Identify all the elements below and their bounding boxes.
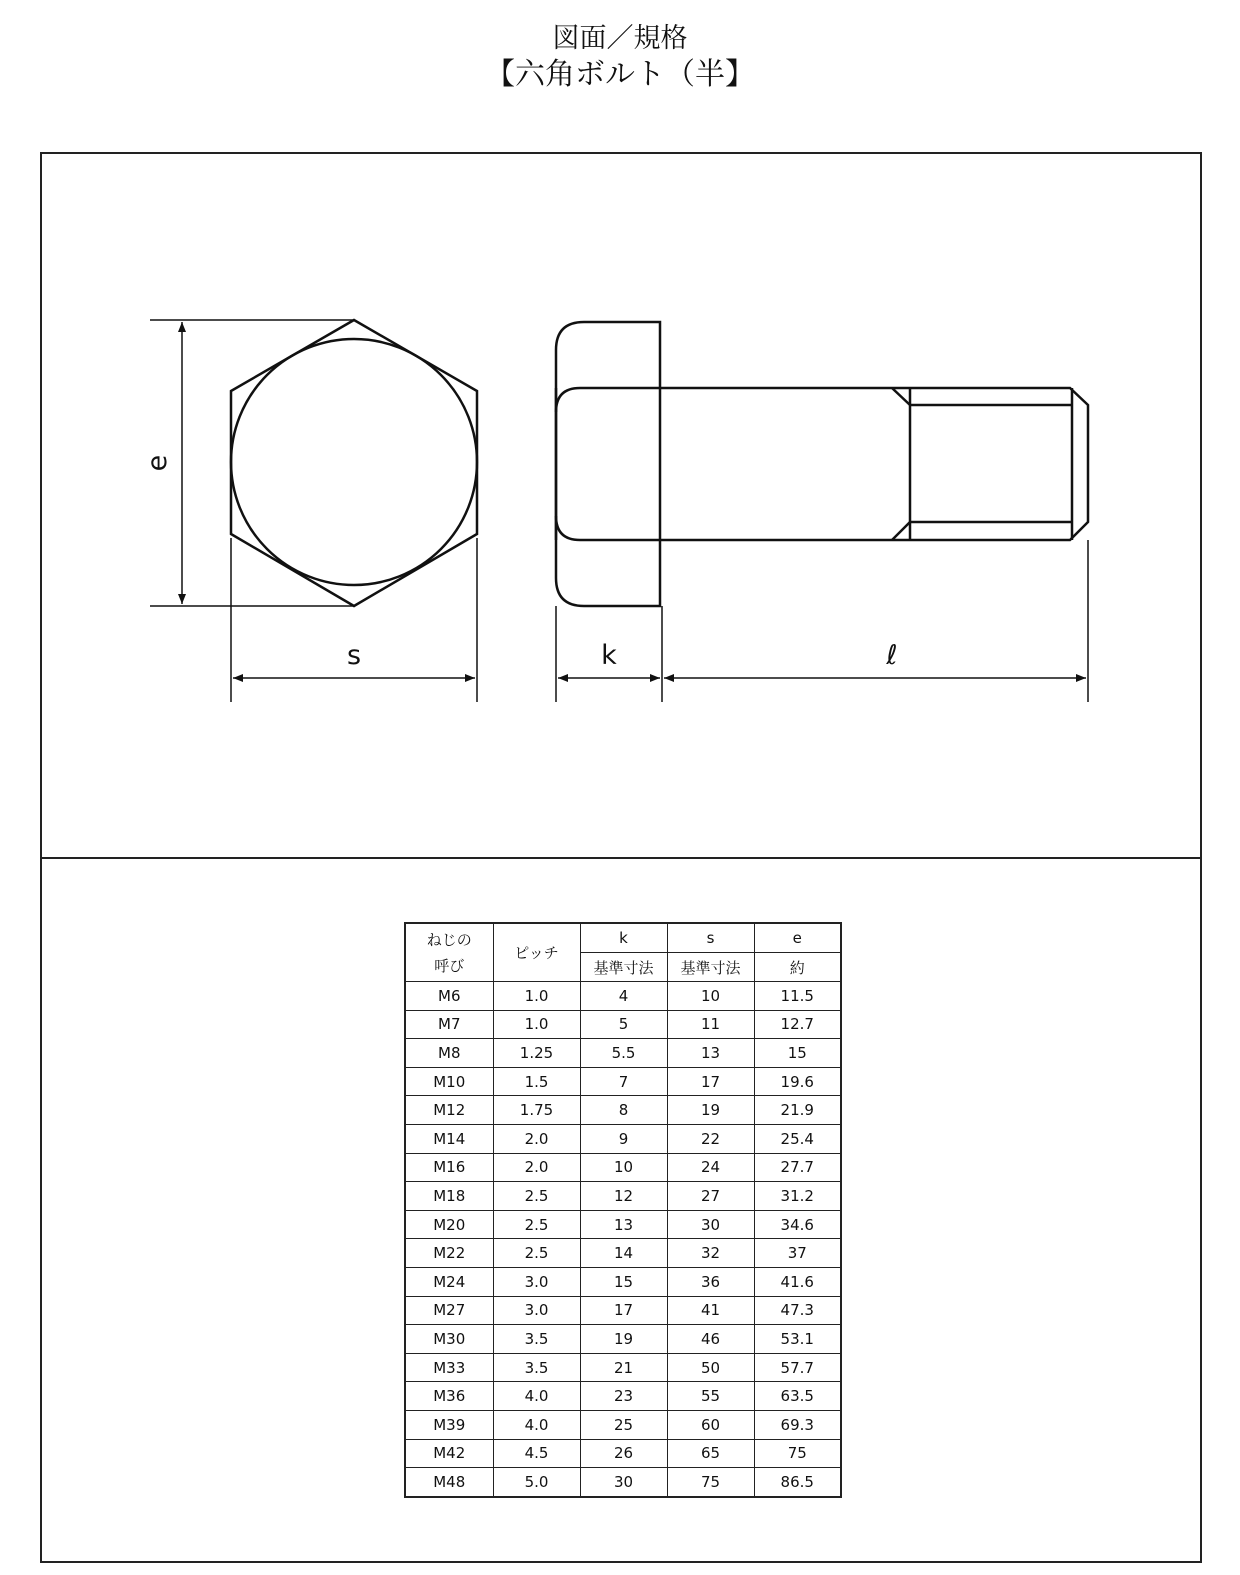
cell-k: 30 [580,1468,667,1497]
cell-nominal: M42 [405,1439,493,1468]
cell-pitch: 1.25 [493,1039,580,1068]
cell-k: 21 [580,1353,667,1382]
table-row [405,1325,841,1354]
cell-k: 12 [580,1182,667,1211]
bolt-shank [660,388,1088,540]
cell-pitch: 3.0 [493,1296,580,1325]
cell-k: 25 [580,1410,667,1439]
cell-e: 12.7 [754,1010,841,1039]
cell-pitch: 4.0 [493,1410,580,1439]
table-row [405,1267,841,1296]
table-row [405,1182,841,1211]
cell-pitch: 3.5 [493,1353,580,1382]
header-k: k [580,923,667,953]
cell-nominal: M18 [405,1182,493,1211]
table-row [405,1210,841,1239]
cell-s: 32 [667,1239,754,1268]
hex-head-view [231,320,477,606]
hexagon-outline [231,320,477,606]
table-row [405,1382,841,1411]
cell-pitch: 5.0 [493,1468,580,1497]
cell-pitch: 2.0 [493,1124,580,1153]
table-row [405,1153,841,1182]
cell-s: 36 [667,1267,754,1296]
bolt-head [556,322,660,606]
cell-nominal: M8 [405,1039,493,1068]
header-e-sub: 約 [754,953,841,982]
cell-k: 7 [580,1067,667,1096]
cell-pitch: 4.5 [493,1439,580,1468]
cell-s: 30 [667,1210,754,1239]
bearing-circle [231,339,477,585]
cell-e: 21.9 [754,1096,841,1125]
table-row [405,1439,841,1468]
cell-s: 10 [667,982,754,1011]
bolt-side-view [556,322,1088,606]
table-row [405,1468,841,1497]
cell-nominal: M22 [405,1239,493,1268]
cell-nominal: M6 [405,982,493,1011]
cell-k: 9 [580,1124,667,1153]
cell-pitch: 2.0 [493,1153,580,1182]
cell-s: 55 [667,1382,754,1411]
cell-e: 75 [754,1439,841,1468]
cell-k: 13 [580,1210,667,1239]
table-row [405,1039,841,1068]
cell-k: 5 [580,1010,667,1039]
table-row [405,1010,841,1039]
cell-pitch: 3.0 [493,1267,580,1296]
cell-s: 65 [667,1439,754,1468]
cell-s: 13 [667,1039,754,1068]
title-line-2: 【六角ボルト（半】 [485,57,755,92]
cell-e: 69.3 [754,1410,841,1439]
cell-nominal: M20 [405,1210,493,1239]
cell-nominal: M27 [405,1296,493,1325]
cell-pitch: 1.0 [493,982,580,1011]
cell-e: 37 [754,1239,841,1268]
cell-nominal: M39 [405,1410,493,1439]
table-row [405,1353,841,1382]
table-row [405,1410,841,1439]
cell-nominal: M7 [405,1010,493,1039]
cell-e: 53.1 [754,1325,841,1354]
cell-pitch: 1.0 [493,1010,580,1039]
cell-k: 4 [580,982,667,1011]
table-row [405,1296,841,1325]
cell-e: 31.2 [754,1182,841,1211]
cell-s: 17 [667,1067,754,1096]
cell-s: 27 [667,1182,754,1211]
cell-e: 41.6 [754,1267,841,1296]
header-s-sub: 基準寸法 [667,953,754,982]
cell-k: 15 [580,1267,667,1296]
cell-nominal: M16 [405,1153,493,1182]
cell-pitch: 2.5 [493,1239,580,1268]
cell-k: 8 [580,1096,667,1125]
title-line-1: 図面／規格 [552,23,688,54]
cell-s: 19 [667,1096,754,1125]
cell-k: 5.5 [580,1039,667,1068]
cell-pitch: 3.5 [493,1325,580,1354]
cell-k: 26 [580,1439,667,1468]
spec-table [404,922,842,1498]
label-e: e [142,454,173,472]
cell-pitch: 2.5 [493,1210,580,1239]
cell-s: 50 [667,1353,754,1382]
header-k-sub: 基準寸法 [580,953,667,982]
cell-nominal: M33 [405,1353,493,1382]
cell-e: 27.7 [754,1153,841,1182]
table-row [405,1239,841,1268]
label-s: s [346,640,362,671]
cell-k: 10 [580,1153,667,1182]
cell-pitch: 1.5 [493,1067,580,1096]
header-nominal-line1: ねじの [426,930,472,949]
table-row [405,982,841,1011]
cell-s: 11 [667,1010,754,1039]
cell-e: 19.6 [754,1067,841,1096]
cell-e: 11.5 [754,982,841,1011]
cell-k: 14 [580,1239,667,1268]
cell-nominal: M30 [405,1325,493,1354]
header-nominal [405,923,493,982]
table-row [405,1124,841,1153]
header-e: e [754,923,841,953]
header-pitch: ピッチ [493,923,580,982]
cell-nominal: M12 [405,1096,493,1125]
cell-k: 19 [580,1325,667,1354]
dimension-e [150,320,354,606]
cell-s: 41 [667,1296,754,1325]
label-k: k [601,640,617,671]
spec-table-body [405,982,841,1497]
header-s: s [667,923,754,953]
cell-e: 63.5 [754,1382,841,1411]
header-nominal-line2: 呼び [434,956,465,975]
label-l: ℓ [886,640,898,671]
cell-nominal: M36 [405,1382,493,1411]
table-row [405,1096,841,1125]
cell-nominal: M10 [405,1067,493,1096]
cell-k: 17 [580,1296,667,1325]
cell-nominal: M24 [405,1267,493,1296]
cell-e: 25.4 [754,1124,841,1153]
cell-e: 47.3 [754,1296,841,1325]
cell-s: 46 [667,1325,754,1354]
cell-pitch: 1.75 [493,1096,580,1125]
cell-s: 60 [667,1410,754,1439]
cell-s: 75 [667,1468,754,1497]
cell-nominal: M48 [405,1468,493,1497]
cell-e: 34.6 [754,1210,841,1239]
cell-k: 23 [580,1382,667,1411]
cell-nominal: M14 [405,1124,493,1153]
cell-e: 86.5 [754,1468,841,1497]
dimension-l [664,540,1088,702]
dimension-s [231,538,477,702]
cell-pitch: 2.5 [493,1182,580,1211]
cell-e: 57.7 [754,1353,841,1382]
table-row [405,1067,841,1096]
cell-e: 15 [754,1039,841,1068]
cell-s: 24 [667,1153,754,1182]
cell-s: 22 [667,1124,754,1153]
cell-pitch: 4.0 [493,1382,580,1411]
